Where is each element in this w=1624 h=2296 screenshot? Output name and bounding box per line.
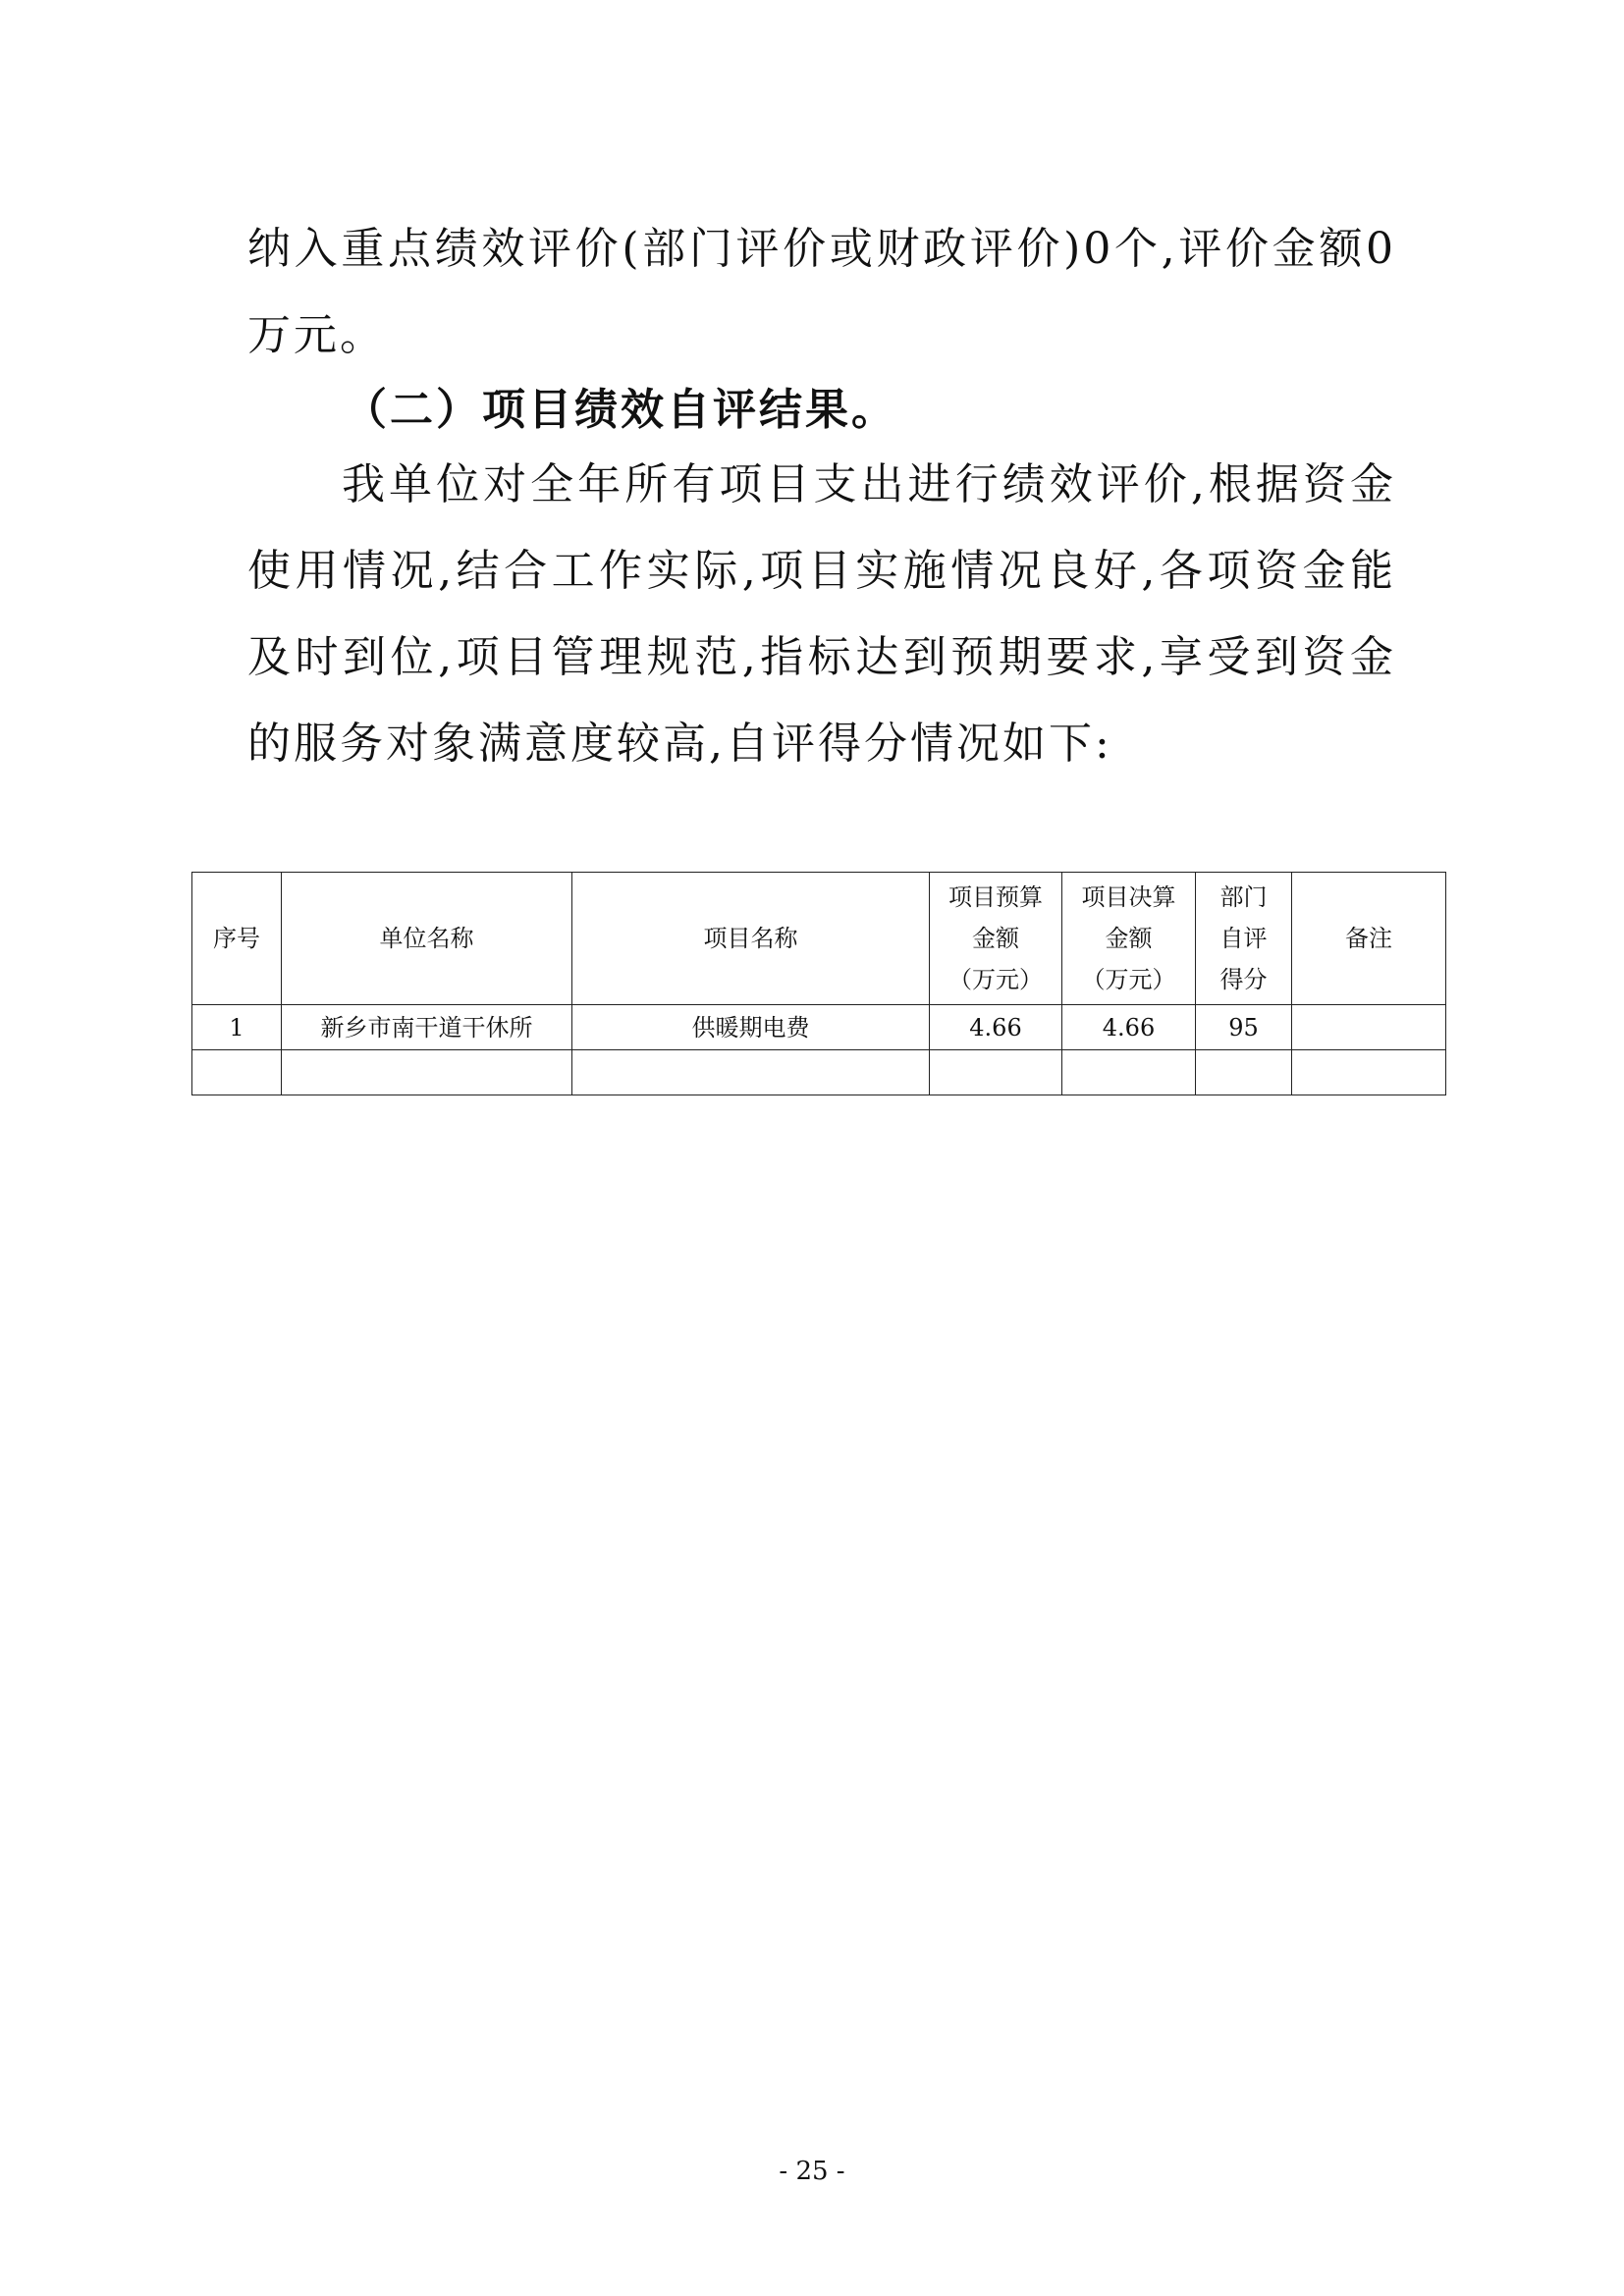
- header-final-line2: 金额: [1105, 925, 1153, 952]
- cell-seq: 1: [192, 1005, 282, 1050]
- cell-project-name: [572, 1050, 930, 1095]
- cell-self-score: [1196, 1050, 1292, 1095]
- header-budget-line1: 项目预算: [948, 883, 1043, 911]
- cell-final-amount: 4.66: [1062, 1005, 1196, 1050]
- header-final-amount: [1062, 873, 1196, 1005]
- cell-final-amount: [1062, 1050, 1196, 1095]
- table-row: [192, 1005, 1446, 1050]
- header-self-score: [1196, 873, 1292, 1005]
- header-project-name: 项目名称: [572, 873, 930, 1005]
- cell-budget-amount: 4.66: [930, 1005, 1062, 1050]
- table-row: [192, 1050, 1446, 1095]
- cell-remark: [1292, 1050, 1446, 1095]
- header-unit-name: 单位名称: [282, 873, 572, 1005]
- cell-self-score: 95: [1196, 1005, 1292, 1050]
- cell-unit-name: 新乡市南干道干休所: [282, 1005, 572, 1050]
- cell-unit-name: [282, 1050, 572, 1095]
- cell-remark: [1292, 1005, 1446, 1050]
- header-remark: 备注: [1292, 873, 1446, 1005]
- self-evaluation-table: [191, 872, 1446, 1095]
- cell-budget-amount: [930, 1050, 1062, 1095]
- header-final-line3: （万元）: [1081, 966, 1176, 993]
- header-score-line1: 部门: [1219, 883, 1268, 911]
- paragraph-evaluation-summary: 纳入重点绩效评价(部门评价或财政评价)0个,评价金额0万元。: [247, 224, 1396, 360]
- header-score-line3: 得分: [1219, 966, 1268, 993]
- header-budget-line3: （万元）: [948, 966, 1043, 993]
- header-final-line1: 项目决算: [1081, 883, 1176, 911]
- cell-seq: [192, 1050, 282, 1095]
- page-number: - 25 -: [779, 2157, 845, 2186]
- header-budget-line2: 金额: [972, 925, 1019, 952]
- section-heading: （二）项目绩效自评结果。: [344, 385, 897, 435]
- table-header-row: [192, 873, 1446, 1005]
- cell-project-name: 供暖期电费: [572, 1005, 930, 1050]
- header-score-line2: 自评: [1219, 925, 1268, 952]
- paragraph-self-evaluation: 我单位对全年所有项目支出进行绩效评价,根据资金使用情况,结合工作实际,项目实施情况良好,各项资金能及时到位,项目管理规范,指标达到预期要求,享受到资金的服务对象满意度较高,自评得分情况如下:: [247, 459, 1396, 769]
- header-seq: 序号: [192, 873, 282, 1005]
- header-budget-amount: [930, 873, 1062, 1005]
